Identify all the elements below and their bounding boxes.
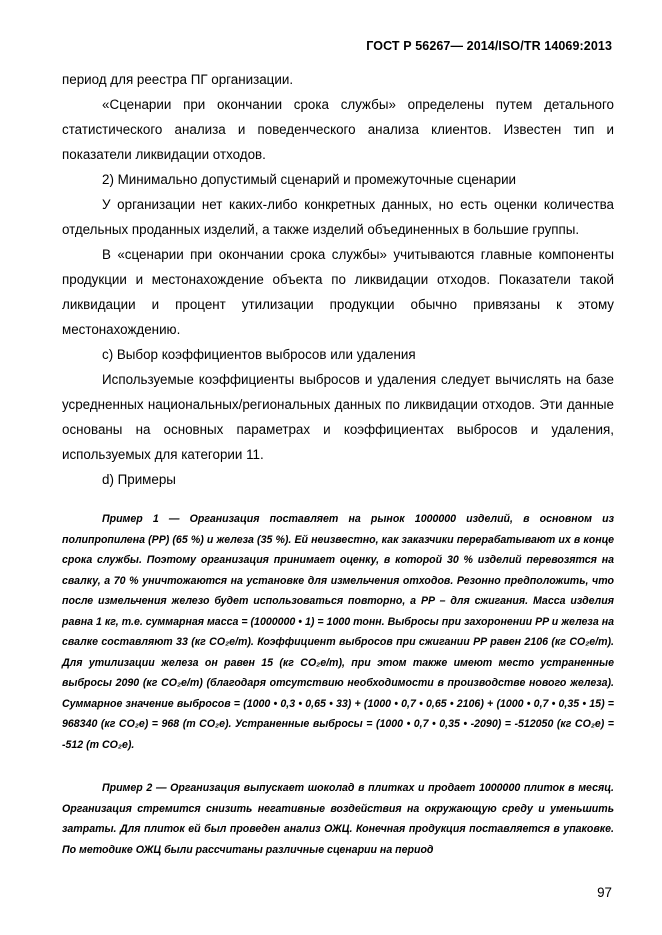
paragraph-2: «Сценарии при окончании срока службы» определены путем детального статистического анализа и поведенческого анализа клиентов. Известен тип и показатели ликвидации отходов. xyxy=(62,97,614,162)
paragraph-1: период для реестра ПГ организации. xyxy=(62,72,294,87)
example-1: Пример 1 — Организация поставляет на рынок 1000000 изделий, в основном из полипропилена (PP) (65 %) и железа (35 %). Ей неизвестно, как заказчики перерабатывают их в конце срока службы. Поэтому организация принимает оценку, в которой 30 % изделий перевозятся на свалку, а 70 % уничтожаются на установке для измельчения отходов. Резонно предположить, что после измельчения железо будет использоваться повторно, а PP – для сжигания. Масса изделия равна 1 кг, т.е. суммарная масса = (1000000 • 1) = 1000 тонн. Выбросы при захоронении PP и железа на свалке составляют 33 (кг CO₂e/т). Коэффициент выбросов при сжигании PP равен 2106 (кг CO₂e/т). Для утилизации железа он равен 15 (кг CO₂e/т), при этом также имеют место устраненные выбросы 2090 (кг CO₂e/т) (благодаря отсутствию необходимости в производстве нового железа). Суммарное значение выбросов = (1000 • 0,3 • 0,65 • 33) + (1000 • 0,7 • 0,65 • 2106) + (1000 • 0,7 • 0,35 • 15) = 968340 (кг CO₂e) = 968 (т CO₂e). Устраненные выбросы = (1000 • 0,7 • 0,35 • -2090) = -512050 (кг CO₂e) = -512 (т CO₂e). xyxy=(62,513,614,751)
list-item-2: 2) Минимально допустимый сценарий и промежуточные сценарии xyxy=(102,172,517,187)
list-item-d: d) Примеры xyxy=(102,472,176,487)
document-body xyxy=(62,67,614,860)
example-2: Пример 2 — Организация выпускает шоколад в плитках и продает 1000000 плиток в месяц. Организация стремится снизить негативные воздействия на окружающую среду и уменьшить затраты. Для плиток ей был проведен анализ ОЖЦ. Конечная продукция поставляется в упаковке. По методике ОЖЦ были рассчитаны различные сценарии на период xyxy=(62,782,614,856)
page-number: 97 xyxy=(597,885,612,900)
document-header: ГОСТ Р 56267— 2014/ISO/TR 14069:2013 xyxy=(366,39,612,53)
paragraph-5: Используемые коэффициенты выбросов и удаления следует вычислять на базе усредненных национальных/региональных данных по ликвидации отходов. Эти данные основаны на основных параметрах и коэффициентах выбросов и удаления, используемых для категории 11. xyxy=(62,372,614,462)
paragraph-3: У организации нет каких-либо конкретных данных, но есть оценки количества отдельных проданных изделий, а также изделий объединенных в большие группы. xyxy=(62,197,614,237)
paragraph-4: В «сценарии при окончании срока службы» учитываются главные компоненты продукции и местонахождение объекта по ликвидации отходов. Показатели такой ликвидации и процент утилизации продукции обычно привязаны к этому местонахождению. xyxy=(62,247,614,337)
list-item-c: c) Выбор коэффициентов выбросов или удаления xyxy=(102,347,416,362)
